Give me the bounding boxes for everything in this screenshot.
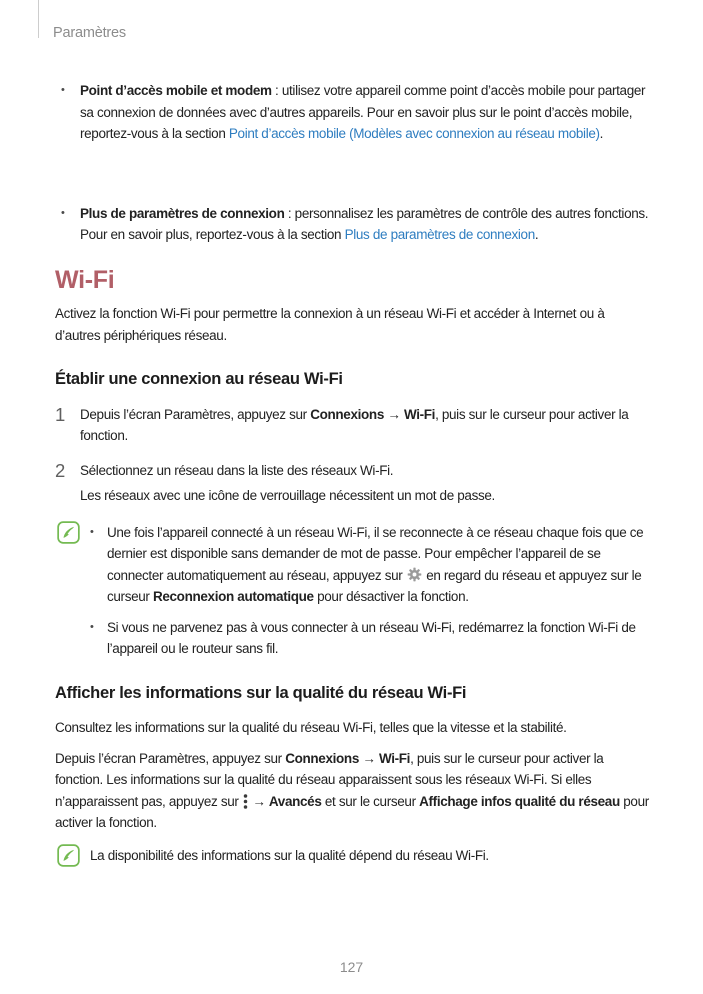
text-segment: →: [358, 750, 379, 766]
text-segment: Wi-Fi: [403, 406, 436, 422]
paragraph: [80, 80, 653, 145]
page-number: 127: [339, 959, 364, 975]
paragraph: La disponibilité des informations sur la qualité dépend du réseau Wi-Fi.: [90, 847, 489, 863]
text-segment: pour activer la fonction.: [55, 793, 649, 830]
subsection-title-quality: Afficher les informations sur la qualité du réseau Wi-Fi: [55, 683, 467, 702]
paragraph: [80, 460, 653, 482]
bullet-marker: •: [90, 525, 94, 538]
text-segment: Point d’accès mobile et modem: [80, 83, 272, 98]
text-segment: Plus de paramètres de connexion: [80, 205, 285, 221]
text-segment: →: [248, 793, 269, 809]
text-segment: Connexions: [285, 750, 359, 766]
paragraph: [80, 203, 653, 246]
text-segment: Wi-Fi: [378, 750, 411, 766]
bullet-marker: •: [61, 206, 65, 219]
note-bullet-item: [90, 522, 653, 608]
text-segment: Connexions: [310, 406, 384, 422]
bullet-marker: •: [90, 620, 94, 633]
text-segment: .: [599, 126, 604, 141]
text-segment: , puis sur le curseur pour activer la fonction.: [80, 406, 629, 443]
step-item: [55, 404, 653, 447]
text-segment: Sélectionnez un réseau dans la liste des réseaux Wi-Fi.: [80, 462, 394, 478]
bullet-item: [55, 80, 653, 145]
paragraph: Activez la fonction Wi-Fi pour permettre la connexion à un réseau Wi-Fi et accéder à Internet ou à d’autres périphériques réseau.: [55, 306, 605, 343]
step-number: 2: [55, 459, 65, 481]
running-header: Paramètres: [53, 25, 126, 41]
text-segment: : utilisez votre appareil comme point d’accès mobile pour partager sa connexion de données avec d’autres appareils. Pour en savoir plus sur le point d’accès mobile, reportez-vous à la section: [80, 83, 646, 141]
paragraph: Les réseaux avec une icône de verrouillage nécessitent un mot de passe.: [80, 488, 495, 503]
text-segment: Avancés: [268, 793, 322, 809]
text-link[interactable]: Point d’accès mobile (Modèles avec connexion au réseau mobile): [228, 126, 600, 141]
more-options-icon: [242, 794, 249, 809]
bullet-item: [55, 203, 653, 246]
gear-icon: [406, 567, 423, 582]
step-item: [55, 460, 653, 482]
note-icon: [57, 844, 80, 867]
text-segment: et sur le curseur: [321, 793, 420, 809]
text-segment: Reconnexion automatique: [152, 589, 314, 604]
subsection-title-connect: Établir une connexion au réseau Wi-Fi: [55, 370, 343, 388]
paragraph: [107, 617, 653, 660]
header-rule: [38, 0, 39, 38]
note-icon: [57, 521, 80, 544]
note-bullet-list: [90, 522, 653, 660]
text-link[interactable]: Plus de paramètres de connexion: [344, 227, 535, 242]
text-segment: .: [534, 227, 539, 242]
note-bullet-item: [90, 617, 653, 660]
section-title-wifi: Wi-Fi: [55, 265, 115, 294]
text-segment: Une fois l’appareil connecté à un réseau Wi-Fi, il se reconnecte à ce réseau chaque fois que ce dernier est disponible sans demander de mot de passe. Pour empêcher l’appareil de se connecter automatiquement au réseau, appuyez sur: [107, 524, 644, 583]
text-segment: en regard du réseau et appuyez sur le curseur: [107, 567, 642, 604]
text-segment: pour désactiver la fonction.: [313, 589, 469, 604]
paragraph: Consultez les informations sur la qualité du réseau Wi-Fi, telles que la vitesse et la stabilité.: [55, 720, 567, 735]
text-segment: : personnalisez les paramètres de contrôle des autres fonctions. Pour en savoir plus, reportez-vous à la section: [80, 205, 649, 242]
connections-bullet-list: [55, 80, 653, 246]
text-segment: Si vous ne parvenez pas à vous connecter à un réseau Wi-Fi, redémarrez la fonction Wi-Fi de l’appareil ou le routeur sans fil.: [107, 619, 636, 656]
note-callout: [57, 845, 653, 867]
text-segment: →: [383, 406, 404, 422]
note-callout: [57, 522, 653, 660]
text-segment: Depuis l’écran Paramètres, appuyez sur: [80, 406, 311, 422]
text-segment: Depuis l’écran Paramètres, appuyez sur: [55, 750, 286, 766]
step-number: 1: [55, 403, 65, 425]
paragraph: [80, 404, 653, 447]
bullet-marker: •: [61, 84, 65, 96]
text-segment: Affichage infos qualité du réseau: [419, 793, 620, 809]
paragraph: [55, 748, 653, 834]
text-segment: , puis sur le curseur pour activer la fonction. Les informations sur la qualité du réseau apparaissent sous les réseaux Wi-Fi. Si elles n’apparaissent pas, appuyez sur: [55, 750, 604, 809]
paragraph: [107, 522, 653, 608]
